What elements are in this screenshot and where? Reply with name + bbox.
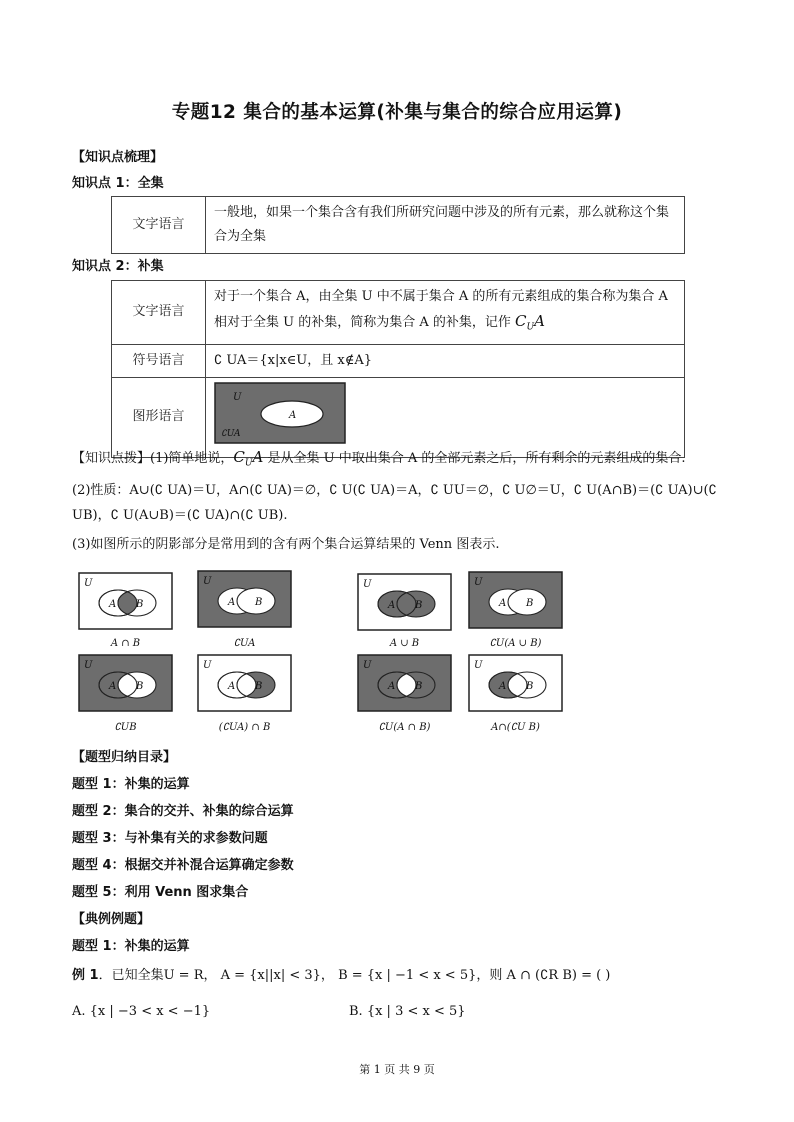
type-item-5: 题型 5：利用 Venn 图求集合	[72, 885, 249, 900]
kp2-math-c: C	[515, 312, 527, 330]
venn-a-label: A	[109, 681, 117, 692]
venn-diagram-8	[468, 654, 563, 712]
tip1-pre: 【知识点拨】(1)简单地说，	[72, 451, 234, 466]
venn-u-label: U	[203, 660, 212, 671]
fig-u-label: U	[233, 391, 242, 403]
section-examples: 【典例例题】	[72, 912, 151, 927]
kp2-table	[111, 280, 685, 458]
tip1-math-sub: U	[244, 458, 253, 469]
venn-b-label: B	[255, 681, 263, 692]
venn-b-label: B	[255, 597, 263, 608]
option-b: B. {x | 3 < x < 5}	[349, 1004, 466, 1019]
kp2-label-text: 文字语言	[112, 281, 206, 345]
venn-u-label: U	[363, 579, 372, 590]
kp2-figure-cell	[206, 377, 685, 457]
kp2-symbol: ∁ UA＝{x|x∈U，且 x∉A}	[206, 344, 685, 377]
example-1-text: ．已知全集U = R， A = {x||x| < 3}， B = {x | −1 < x < 5}，则 A ∩ (∁R B) = ( )	[98, 968, 611, 983]
venn-caption: ∁U(A ∪ B)	[489, 638, 542, 649]
venn-a-label: A	[499, 681, 507, 692]
tip-line-1	[72, 447, 685, 474]
venn-diagram-1	[78, 572, 173, 630]
venn-diagram-4	[468, 571, 563, 629]
venn-b-label: B	[136, 681, 144, 692]
page-footer: 第 1 页 共 9 页	[359, 1063, 435, 1076]
venn-diagram-7	[357, 654, 452, 712]
venn-diagram-2	[197, 570, 292, 628]
tip-line-2: (2)性质：A∪(∁ UA)＝U，A∩(∁ UA)＝∅，∁ U(∁ UA)＝A，∁ UU＝∅，∁ U∅＝U，∁ U(A∩B)＝(∁ UA)∪(∁	[72, 483, 717, 498]
kp2-text-cell	[206, 281, 685, 345]
venn-a-label: A	[388, 600, 396, 611]
venn-b-label: B	[415, 681, 423, 692]
venn-u-label: U	[203, 576, 212, 587]
kp2-label-figure: 图形语言	[112, 377, 206, 457]
fig-cu-label: ∁UA	[221, 428, 241, 439]
kp1-title: 知识点 1：全集	[72, 176, 164, 191]
venn-a-label: A	[228, 681, 236, 692]
option-a: A. {x | −3 < x < −1}	[72, 1004, 211, 1019]
tip-line-3: UB)，∁ U(A∪B)＝(∁ UA)∩(∁ UB).	[72, 508, 288, 523]
type-item-3: 题型 3：与补集有关的求参数问题	[72, 831, 268, 846]
venn-caption: ∁UA	[233, 638, 256, 649]
tip-line-4: (3)如图所示的阴影部分是常用到的含有两个集合运算结果的 Venn 图表示.	[72, 537, 500, 552]
tip1-post: 是从全集 U 中取出集合 A 的全部元素之后，所有剩余的元素组成的集合.	[263, 451, 686, 466]
venn-caption: ∁U(A ∩ B)	[378, 722, 431, 733]
venn-b-label: B	[136, 599, 144, 610]
section-question-types: 【题型归纳目录】	[72, 750, 177, 765]
kp1-table	[111, 196, 685, 254]
venn-diagram-5	[78, 654, 173, 712]
venn-caption: A∩(∁U B)	[491, 722, 540, 733]
type-item-4: 题型 4：根据交并补混合运算确定参数	[72, 858, 294, 873]
example-1-label: 例 1	[72, 968, 99, 983]
venn-u-label: U	[474, 660, 483, 671]
kp2-label-symbol: 符号语言	[112, 344, 206, 377]
venn-a-label: A	[388, 681, 396, 692]
venn-u-label: U	[363, 660, 372, 671]
type-item-1: 题型 1：补集的运算	[72, 777, 190, 792]
venn-a-label: A	[228, 597, 236, 608]
venn-a-label: A	[109, 599, 117, 610]
venn-caption: A ∩ B	[110, 638, 141, 649]
section-knowledge-points: 【知识点梳理】	[72, 150, 164, 165]
type-item-2: 题型 2：集合的交并、补集的综合运算	[72, 804, 294, 819]
venn-a-label: A	[499, 598, 507, 609]
fig-a-label: A	[289, 409, 297, 421]
venn-u-label: U	[474, 577, 483, 588]
kp2-title: 知识点 2：补集	[72, 259, 164, 274]
complement-figure	[214, 382, 346, 444]
page-title: 专题12 集合的基本运算(补集与集合的综合应用运算)	[171, 102, 623, 123]
venn-b-label: B	[415, 600, 423, 611]
kp1-label: 文字语言	[112, 197, 206, 254]
venn-caption: ∁UB	[114, 722, 137, 733]
tip1-math-c: C	[233, 448, 245, 466]
type1-title: 题型 1：补集的运算	[72, 939, 190, 954]
venn-caption: A ∪ B	[389, 638, 420, 649]
kp1-text: 一般地，如果一个集合含有我们所研究问题中涉及的所有元素，那么就称这个集合为全集	[206, 197, 685, 254]
tip1-math-a: A	[252, 448, 264, 466]
venn-caption: (∁UA) ∩ B	[218, 722, 271, 733]
venn-b-label: B	[526, 681, 534, 692]
kp2-text: 对于一个集合 A，由全集 U 中不属于集合 A 的所有元素组成的集合称为集合 A 相对于全集 U 的补集，简称为集合 A 的补集，记作	[214, 289, 668, 330]
example-1	[72, 966, 610, 986]
kp2-math-sub: U	[526, 322, 535, 333]
venn-u-label: U	[84, 578, 93, 589]
venn-b-label: B	[526, 598, 534, 609]
venn-u-label: U	[84, 660, 93, 671]
venn-diagram-3	[357, 573, 452, 631]
kp2-math-a: A	[534, 312, 545, 330]
venn-diagram-6	[197, 654, 292, 712]
